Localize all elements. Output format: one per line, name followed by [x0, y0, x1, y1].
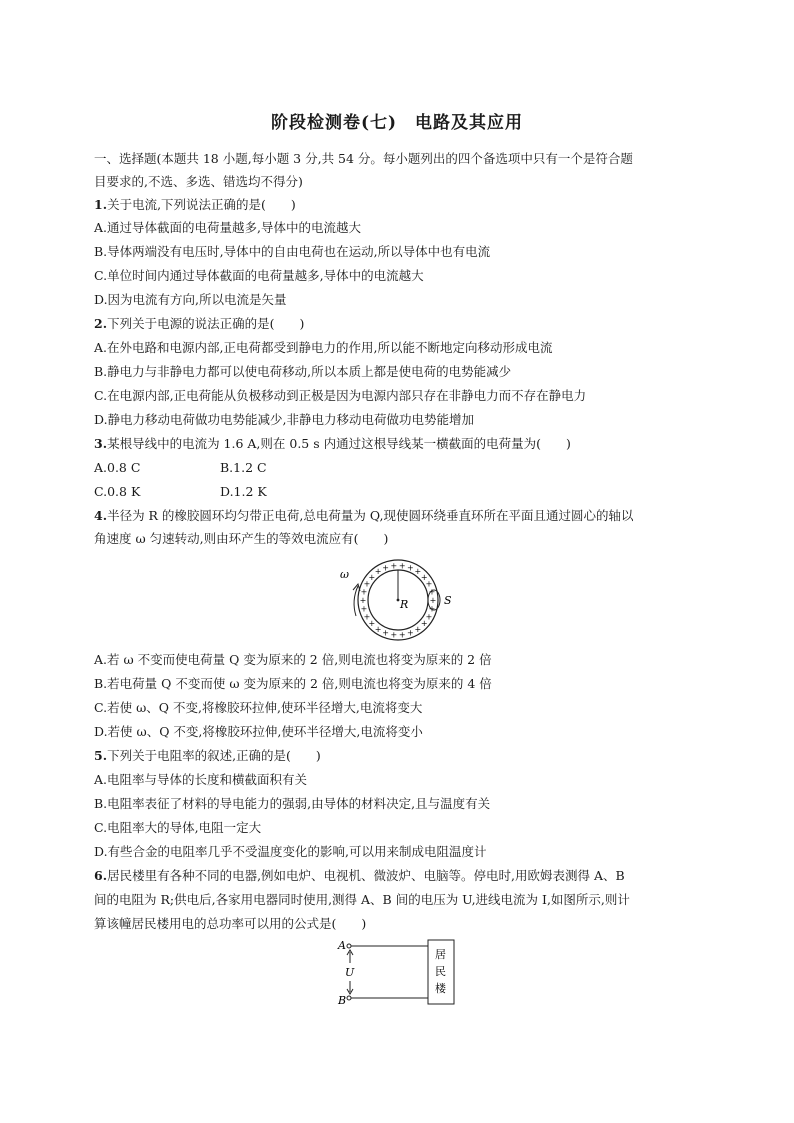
plus-charge-mark: +: [398, 561, 406, 571]
omega-label: ω: [340, 568, 349, 581]
plus-charge-mark: +: [420, 572, 428, 582]
question-1-stem: [94, 196, 708, 214]
plus-charge-mark: +: [390, 630, 398, 640]
question-2-stem: [94, 315, 708, 333]
plus-charge-mark: +: [363, 612, 371, 622]
question-number: 3.: [94, 436, 108, 451]
q3-options-row2: [94, 483, 708, 501]
question-text: 居民楼里有各种不同的电器,例如电炉、电视机、微波炉、电脑等。停电时,用欧姆表测得 A、B: [107, 868, 625, 883]
charged-ring-figure: [330, 556, 470, 646]
plus-charge-mark: +: [414, 567, 422, 577]
building-label-2: 民: [435, 965, 446, 978]
question-number: 5.: [94, 748, 108, 763]
q3-option-b: B.1.2 C: [220, 460, 267, 475]
q1-option-b: B.导体两端没有电压时,导体中的自由电荷也在运动,所以导体中也有电流: [94, 244, 491, 259]
plus-charge-mark: +: [414, 624, 422, 634]
plus-charge-mark: +: [360, 604, 368, 614]
question-4-stem: [94, 507, 708, 525]
q5-option-b: B.电阻率表征了材料的导电能力的强弱,由导体的材料决定,且与温度有关: [94, 796, 491, 811]
q4-option-a: A.若 ω 不变而使电荷量 Q 变为原来的 2 倍,则电流也将变为原来的 2 倍: [94, 652, 492, 667]
question-4-stem-cont: 角速度 ω 匀速转动,则由环产生的等效电流应有( ): [94, 531, 389, 546]
plus-charge-mark: +: [363, 579, 371, 589]
q2-option-d: D.静电力移动电荷做功电势能减少,非静电力移动电荷做功电势能增加: [94, 412, 475, 427]
building-circuit-figure: [336, 936, 466, 1008]
q1-option-c: C.单位时间内通过导体截面的电荷量越多,导体中的电流越大: [94, 268, 424, 283]
q1-option-d: D.因为电流有方向,所以电流是矢量: [94, 292, 287, 307]
building-label-3: 楼: [435, 982, 446, 995]
question-text: 下列关于电阻率的叙述,正确的是( ): [107, 748, 321, 763]
q4-option-b: B.若电荷量 Q 不变而使 ω 变为原来的 2 倍,则电流也将变为原来的 4 倍: [94, 676, 492, 691]
plus-charge-mark: +: [382, 628, 389, 638]
section-instructions: 一、选择题(本题共 18 小题,每小题 3 分,共 54 分。每小题列出的四个备选项中只有一个是符合题: [94, 151, 633, 166]
question-number: 4.: [94, 508, 108, 523]
q2-option-b: B.静电力与非静电力都可以使电荷移动,所以本质上都是使电荷的电势能减少: [94, 364, 512, 379]
plus-charge-mark: +: [428, 604, 436, 614]
q4-option-d: D.若使 ω、Q 不变,将橡胶环拉伸,使环半径增大,电流将变小: [94, 724, 423, 739]
question-text: 关于电流,下列说法正确的是( ): [107, 197, 296, 212]
plus-charge-mark: +: [360, 587, 368, 597]
plus-charge-mark: +: [368, 619, 376, 629]
section-instructions-cont: 目要求的,不选、多选、错选均不得分): [94, 174, 303, 189]
plus-charge-mark: +: [390, 561, 398, 571]
plus-charge-mark: +: [374, 624, 382, 634]
radius-label: R: [400, 598, 409, 611]
page-title: 阶段检测卷(七) 电路及其应用: [270, 113, 524, 133]
q5-option-a: A.电阻率与导体的长度和横截面积有关: [94, 772, 308, 787]
question-text: 某根导线中的电流为 1.6 A,则在 0.5 s 内通过这根导线某一横截面的电荷量为( ): [107, 436, 571, 451]
q3-option-d: D.1.2 K: [220, 484, 267, 499]
question-3-stem: [94, 435, 708, 453]
q5-option-c: C.电阻率大的导体,电阻一定大: [94, 820, 262, 835]
voltage-u-label: U: [345, 966, 355, 979]
q3-options-row1: [94, 459, 708, 477]
q2-option-a: A.在外电路和电源内部,正电荷都受到静电力的作用,所以能不断地定向移动形成电流: [94, 340, 553, 355]
plus-charge-mark: +: [382, 563, 389, 573]
terminal-b-label: B: [338, 994, 347, 1007]
question-text: 下列关于电源的说法正确的是( ): [107, 316, 305, 331]
q5-option-d: D.有些合金的电阻率几乎不受温度变化的影响,可以用来制成电阻温度计: [94, 844, 487, 859]
question-6-stem: [94, 867, 708, 885]
plus-charge-mark: +: [420, 619, 428, 629]
q1-option-a: A.通过导体截面的电荷量越多,导体中的电流越大: [94, 220, 361, 235]
q3-option-a: A.0.8 C: [94, 460, 141, 475]
plus-charge-mark: +: [407, 563, 414, 573]
plus-charge-mark: +: [398, 630, 406, 640]
plus-charge-mark: +: [359, 596, 367, 605]
q3-option-c: C.0.8 K: [94, 484, 141, 499]
q4-option-c: C.若使 ω、Q 不变,将橡胶环拉伸,使环半径增大,电流将变大: [94, 700, 423, 715]
terminal-a-label: A: [338, 939, 346, 952]
question-number: 1.: [94, 197, 108, 212]
question-5-stem: [94, 747, 708, 765]
question-text: 半径为 R 的橡胶圆环均匀带正电荷,总电荷量为 Q,现使圆环绕垂直环所在平面且通过圆心的轴以: [107, 508, 634, 523]
question-number: 6.: [94, 868, 108, 883]
building-label-1: 居: [435, 948, 446, 961]
plus-charge-mark: +: [368, 572, 376, 582]
plus-charge-mark: +: [374, 567, 382, 577]
plus-charge-mark: +: [429, 596, 437, 605]
question-6-stem-cont2: 算该幢居民楼用电的总功率可以用的公式是( ): [94, 916, 367, 931]
plus-charge-mark: +: [407, 628, 414, 638]
plus-charge-mark: +: [428, 587, 436, 597]
plus-charge-mark: +: [425, 612, 433, 622]
plus-charge-mark: +: [425, 579, 433, 589]
question-6-stem-cont: 间的电阻为 R;供电后,各家用电器同时使用,测得 A、B 间的电压为 U,进线电流为 I,如图所示,则计: [94, 892, 630, 907]
surface-s-label: S: [444, 594, 452, 607]
q2-option-c: C.在电源内部,正电荷能从负极移动到正极是因为电源内部只存在非静电力而不存在静电力: [94, 388, 587, 403]
question-number: 2.: [94, 316, 108, 331]
